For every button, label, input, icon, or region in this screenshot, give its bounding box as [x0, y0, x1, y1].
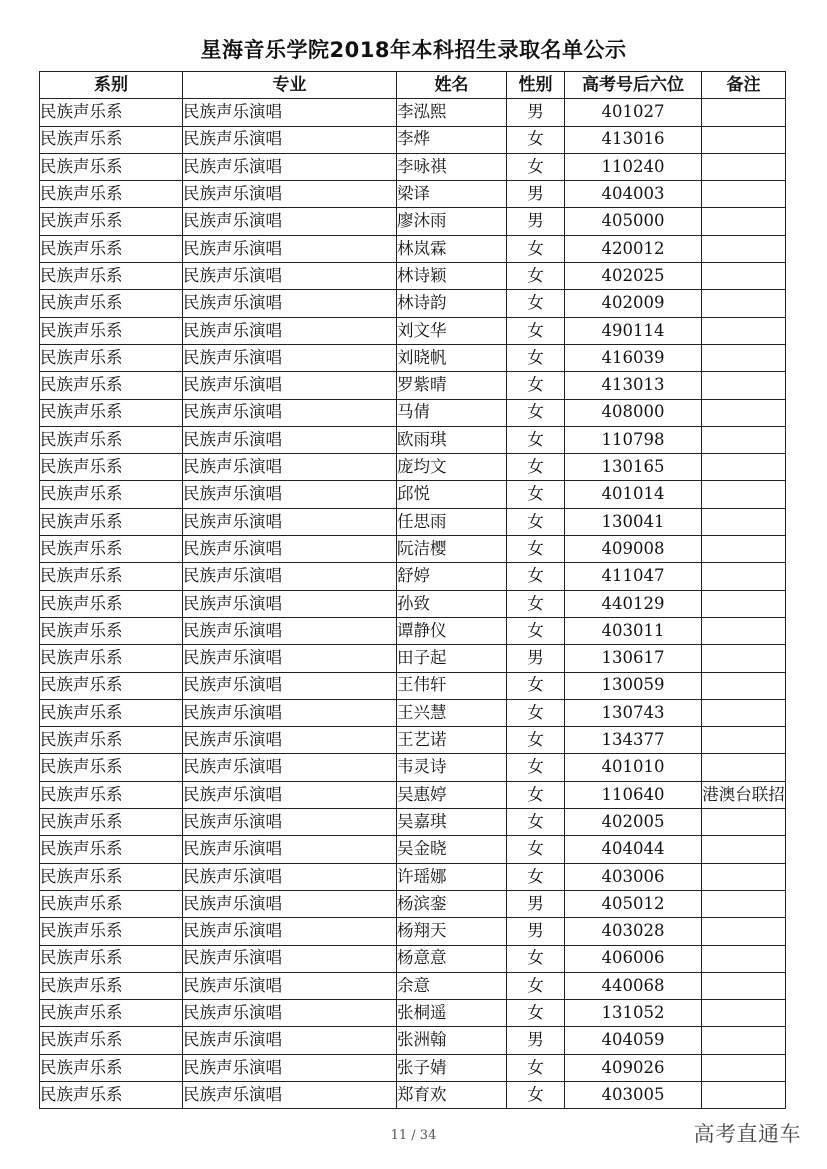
cell-exam-id: 402025 [565, 263, 702, 290]
cell-sex: 女 [507, 344, 565, 371]
cell-note [702, 863, 786, 890]
table-row [40, 317, 786, 344]
cell-sex: 女 [507, 317, 565, 344]
cell-exam-id: 401014 [565, 481, 702, 508]
cell-exam-id: 404059 [565, 1027, 702, 1054]
cell-dept: 民族声乐系 [40, 1081, 183, 1108]
cell-sex: 女 [507, 972, 565, 999]
cell-dept: 民族声乐系 [40, 344, 183, 371]
cell-sex: 女 [507, 153, 565, 180]
cell-exam-id: 401027 [565, 99, 702, 126]
cell-sex: 男 [507, 99, 565, 126]
table-row [40, 863, 786, 890]
cell-name: 谭静仪 [397, 617, 507, 644]
cell-exam-id: 405012 [565, 890, 702, 917]
cell-dept: 民族声乐系 [40, 153, 183, 180]
cell-major: 民族声乐演唱 [183, 536, 397, 563]
cell-name: 林诗颖 [397, 263, 507, 290]
cell-note [702, 372, 786, 399]
table-row [40, 153, 786, 180]
header-sex: 性别 [507, 72, 565, 99]
table-row [40, 372, 786, 399]
cell-sex: 女 [507, 1081, 565, 1108]
cell-dept: 民族声乐系 [40, 181, 183, 208]
cell-note [702, 972, 786, 999]
cell-major: 民族声乐演唱 [183, 454, 397, 481]
cell-note [702, 809, 786, 836]
cell-major: 民族声乐演唱 [183, 426, 397, 453]
cell-dept: 民族声乐系 [40, 809, 183, 836]
cell-major: 民族声乐演唱 [183, 1054, 397, 1081]
cell-sex: 女 [507, 454, 565, 481]
table-row [40, 208, 786, 235]
cell-dept: 民族声乐系 [40, 590, 183, 617]
cell-name: 吴金晓 [397, 836, 507, 863]
cell-sex: 女 [507, 290, 565, 317]
cell-note [702, 945, 786, 972]
cell-major: 民族声乐演唱 [183, 1027, 397, 1054]
cell-exam-id: 409026 [565, 1054, 702, 1081]
cell-sex: 女 [507, 809, 565, 836]
cell-note [702, 508, 786, 535]
cell-major: 民族声乐演唱 [183, 945, 397, 972]
cell-major: 民族声乐演唱 [183, 126, 397, 153]
table-row [40, 1081, 786, 1108]
cell-dept: 民族声乐系 [40, 1000, 183, 1027]
cell-note [702, 235, 786, 262]
cell-name: 王艺诺 [397, 727, 507, 754]
cell-sex: 女 [507, 863, 565, 890]
cell-exam-id: 403028 [565, 918, 702, 945]
cell-exam-id: 440129 [565, 590, 702, 617]
cell-major: 民族声乐演唱 [183, 235, 397, 262]
cell-sex: 女 [507, 727, 565, 754]
table-row [40, 263, 786, 290]
cell-sex: 女 [507, 1054, 565, 1081]
cell-name: 郑育欢 [397, 1081, 507, 1108]
cell-exam-id: 409008 [565, 536, 702, 563]
cell-sex: 男 [507, 918, 565, 945]
cell-major: 民族声乐演唱 [183, 672, 397, 699]
cell-name: 张子婧 [397, 1054, 507, 1081]
cell-major: 民族声乐演唱 [183, 1000, 397, 1027]
table-row [40, 426, 786, 453]
cell-name: 邱悦 [397, 481, 507, 508]
cell-exam-id: 130617 [565, 645, 702, 672]
cell-note [702, 754, 786, 781]
cell-note [702, 672, 786, 699]
cell-note [702, 181, 786, 208]
cell-exam-id: 402009 [565, 290, 702, 317]
cell-dept: 民族声乐系 [40, 263, 183, 290]
cell-sex: 女 [507, 1000, 565, 1027]
cell-dept: 民族声乐系 [40, 399, 183, 426]
cell-dept: 民族声乐系 [40, 235, 183, 262]
cell-exam-id: 440068 [565, 972, 702, 999]
cell-note [702, 727, 786, 754]
cell-dept: 民族声乐系 [40, 836, 183, 863]
cell-note [702, 536, 786, 563]
table-row [40, 754, 786, 781]
cell-dept: 民族声乐系 [40, 781, 183, 808]
cell-dept: 民族声乐系 [40, 918, 183, 945]
cell-name: 梁译 [397, 181, 507, 208]
header-note: 备注 [702, 72, 786, 99]
table-row [40, 1000, 786, 1027]
cell-dept: 民族声乐系 [40, 481, 183, 508]
cell-major: 民族声乐演唱 [183, 263, 397, 290]
admission-table [39, 71, 786, 1109]
cell-exam-id: 420012 [565, 235, 702, 262]
cell-exam-id: 408000 [565, 399, 702, 426]
cell-name: 舒婷 [397, 563, 507, 590]
cell-exam-id: 404003 [565, 181, 702, 208]
cell-note [702, 99, 786, 126]
cell-name: 马倩 [397, 399, 507, 426]
cell-exam-id: 413013 [565, 372, 702, 399]
cell-dept: 民族声乐系 [40, 426, 183, 453]
cell-note [702, 699, 786, 726]
cell-major: 民族声乐演唱 [183, 508, 397, 535]
table-row [40, 481, 786, 508]
table-row [40, 1054, 786, 1081]
table-row [40, 590, 786, 617]
cell-note [702, 1027, 786, 1054]
cell-name: 吴嘉琪 [397, 809, 507, 836]
cell-dept: 民族声乐系 [40, 536, 183, 563]
cell-dept: 民族声乐系 [40, 317, 183, 344]
cell-name: 任思雨 [397, 508, 507, 535]
cell-sex: 女 [507, 699, 565, 726]
cell-sex: 女 [507, 672, 565, 699]
cell-major: 民族声乐演唱 [183, 317, 397, 344]
cell-dept: 民族声乐系 [40, 126, 183, 153]
cell-sex: 男 [507, 1027, 565, 1054]
cell-note [702, 590, 786, 617]
cell-exam-id: 110798 [565, 426, 702, 453]
cell-name: 杨意意 [397, 945, 507, 972]
table-row [40, 454, 786, 481]
cell-name: 李烨 [397, 126, 507, 153]
cell-sex: 女 [507, 590, 565, 617]
table-row [40, 99, 786, 126]
cell-major: 民族声乐演唱 [183, 890, 397, 917]
cell-name: 张桐遥 [397, 1000, 507, 1027]
cell-dept: 民族声乐系 [40, 290, 183, 317]
cell-note [702, 399, 786, 426]
cell-note [702, 645, 786, 672]
cell-major: 民族声乐演唱 [183, 344, 397, 371]
cell-exam-id: 130059 [565, 672, 702, 699]
cell-major: 民族声乐演唱 [183, 754, 397, 781]
cell-name: 林岚霖 [397, 235, 507, 262]
cell-dept: 民族声乐系 [40, 754, 183, 781]
cell-major: 民族声乐演唱 [183, 863, 397, 890]
cell-exam-id: 131052 [565, 1000, 702, 1027]
table-row [40, 290, 786, 317]
cell-dept: 民族声乐系 [40, 454, 183, 481]
cell-major: 民族声乐演唱 [183, 153, 397, 180]
cell-exam-id: 130743 [565, 699, 702, 726]
cell-sex: 女 [507, 781, 565, 808]
cell-name: 田子起 [397, 645, 507, 672]
cell-note [702, 126, 786, 153]
cell-name: 余意 [397, 972, 507, 999]
cell-sex: 男 [507, 181, 565, 208]
cell-sex: 女 [507, 836, 565, 863]
cell-name: 张洲翰 [397, 1027, 507, 1054]
cell-exam-id: 134377 [565, 727, 702, 754]
cell-note [702, 290, 786, 317]
cell-dept: 民族声乐系 [40, 699, 183, 726]
table-row [40, 1027, 786, 1054]
cell-name: 廖沐雨 [397, 208, 507, 235]
cell-major: 民族声乐演唱 [183, 918, 397, 945]
cell-note [702, 617, 786, 644]
cell-note [702, 918, 786, 945]
table-row [40, 699, 786, 726]
cell-sex: 女 [507, 372, 565, 399]
table-row [40, 399, 786, 426]
cell-exam-id: 416039 [565, 344, 702, 371]
table-row [40, 563, 786, 590]
table-row [40, 836, 786, 863]
cell-note [702, 890, 786, 917]
table-row [40, 344, 786, 371]
cell-name: 许瑶娜 [397, 863, 507, 890]
cell-dept: 民族声乐系 [40, 563, 183, 590]
cell-name: 吴惠婷 [397, 781, 507, 808]
cell-note [702, 263, 786, 290]
watermark: 高考直通车 [693, 1122, 801, 1146]
cell-name: 欧雨琪 [397, 426, 507, 453]
cell-note [702, 317, 786, 344]
cell-sex: 女 [507, 426, 565, 453]
cell-name: 刘晓帆 [397, 344, 507, 371]
cell-major: 民族声乐演唱 [183, 208, 397, 235]
header-major: 专业 [183, 72, 397, 99]
table-row [40, 181, 786, 208]
cell-note [702, 454, 786, 481]
cell-major: 民族声乐演唱 [183, 727, 397, 754]
cell-name: 杨翔天 [397, 918, 507, 945]
cell-dept: 民族声乐系 [40, 208, 183, 235]
cell-sex: 女 [507, 617, 565, 644]
cell-sex: 男 [507, 890, 565, 917]
cell-name: 孙致 [397, 590, 507, 617]
cell-name: 李泓熙 [397, 99, 507, 126]
table-row [40, 672, 786, 699]
cell-dept: 民族声乐系 [40, 945, 183, 972]
cell-note [702, 836, 786, 863]
cell-dept: 民族声乐系 [40, 1027, 183, 1054]
table-header-row [40, 72, 786, 99]
cell-major: 民族声乐演唱 [183, 1081, 397, 1108]
cell-name: 王兴慧 [397, 699, 507, 726]
cell-dept: 民族声乐系 [40, 672, 183, 699]
cell-major: 民族声乐演唱 [183, 809, 397, 836]
cell-sex: 女 [507, 563, 565, 590]
cell-name: 杨滨銮 [397, 890, 507, 917]
cell-note [702, 344, 786, 371]
table-row [40, 645, 786, 672]
cell-note [702, 1054, 786, 1081]
cell-note: 港澳台联招 [702, 781, 786, 808]
cell-major: 民族声乐演唱 [183, 99, 397, 126]
cell-major: 民族声乐演唱 [183, 836, 397, 863]
cell-exam-id: 490114 [565, 317, 702, 344]
cell-name: 罗紫晴 [397, 372, 507, 399]
cell-name: 刘文华 [397, 317, 507, 344]
cell-major: 民族声乐演唱 [183, 699, 397, 726]
cell-dept: 民族声乐系 [40, 372, 183, 399]
cell-sex: 女 [507, 126, 565, 153]
cell-note [702, 426, 786, 453]
cell-exam-id: 130165 [565, 454, 702, 481]
cell-exam-id: 130041 [565, 508, 702, 535]
cell-major: 民族声乐演唱 [183, 372, 397, 399]
cell-exam-id: 110640 [565, 781, 702, 808]
cell-major: 民族声乐演唱 [183, 290, 397, 317]
cell-note [702, 481, 786, 508]
cell-sex: 女 [507, 508, 565, 535]
cell-sex: 男 [507, 208, 565, 235]
cell-exam-id: 404044 [565, 836, 702, 863]
table-row [40, 918, 786, 945]
cell-name: 李咏祺 [397, 153, 507, 180]
cell-major: 民族声乐演唱 [183, 590, 397, 617]
cell-major: 民族声乐演唱 [183, 181, 397, 208]
cell-exam-id: 405000 [565, 208, 702, 235]
cell-major: 民族声乐演唱 [183, 399, 397, 426]
cell-sex: 女 [507, 754, 565, 781]
cell-name: 庞均文 [397, 454, 507, 481]
cell-sex: 女 [507, 481, 565, 508]
cell-major: 民族声乐演唱 [183, 563, 397, 590]
cell-sex: 女 [507, 263, 565, 290]
cell-note [702, 1000, 786, 1027]
table-row [40, 536, 786, 563]
cell-major: 民族声乐演唱 [183, 617, 397, 644]
header-name: 姓名 [397, 72, 507, 99]
table-row [40, 809, 786, 836]
cell-exam-id: 403005 [565, 1081, 702, 1108]
header-exam-id: 高考号后六位 [565, 72, 702, 99]
cell-dept: 民族声乐系 [40, 1054, 183, 1081]
cell-exam-id: 110240 [565, 153, 702, 180]
cell-sex: 女 [507, 235, 565, 262]
cell-major: 民族声乐演唱 [183, 972, 397, 999]
table-row [40, 890, 786, 917]
cell-major: 民族声乐演唱 [183, 645, 397, 672]
cell-dept: 民族声乐系 [40, 727, 183, 754]
table-row [40, 945, 786, 972]
cell-dept: 民族声乐系 [40, 99, 183, 126]
cell-name: 林诗韵 [397, 290, 507, 317]
cell-note [702, 563, 786, 590]
table-row [40, 617, 786, 644]
table-body [40, 99, 786, 1109]
cell-dept: 民族声乐系 [40, 645, 183, 672]
cell-sex: 女 [507, 399, 565, 426]
cell-note [702, 208, 786, 235]
cell-note [702, 1081, 786, 1108]
page-number: 11 / 34 [390, 1128, 437, 1143]
cell-exam-id: 413016 [565, 126, 702, 153]
cell-exam-id: 411047 [565, 563, 702, 590]
table-row [40, 126, 786, 153]
cell-exam-id: 403011 [565, 617, 702, 644]
table-row [40, 235, 786, 262]
cell-sex: 女 [507, 945, 565, 972]
cell-exam-id: 403006 [565, 863, 702, 890]
cell-major: 民族声乐演唱 [183, 481, 397, 508]
table-row [40, 508, 786, 535]
cell-name: 韦灵诗 [397, 754, 507, 781]
cell-dept: 民族声乐系 [40, 617, 183, 644]
cell-exam-id: 401010 [565, 754, 702, 781]
cell-name: 阮洁樱 [397, 536, 507, 563]
cell-dept: 民族声乐系 [40, 890, 183, 917]
cell-dept: 民族声乐系 [40, 972, 183, 999]
cell-dept: 民族声乐系 [40, 863, 183, 890]
cell-sex: 女 [507, 536, 565, 563]
cell-sex: 男 [507, 645, 565, 672]
table-row [40, 781, 786, 808]
page-title: 星海音乐学院2018年本科招生录取名单公示 [200, 38, 627, 62]
table-row [40, 972, 786, 999]
cell-note [702, 153, 786, 180]
cell-major: 民族声乐演唱 [183, 781, 397, 808]
table-row [40, 727, 786, 754]
cell-exam-id: 402005 [565, 809, 702, 836]
header-dept: 系别 [40, 72, 183, 99]
cell-exam-id: 406006 [565, 945, 702, 972]
cell-dept: 民族声乐系 [40, 508, 183, 535]
cell-name: 王伟轩 [397, 672, 507, 699]
